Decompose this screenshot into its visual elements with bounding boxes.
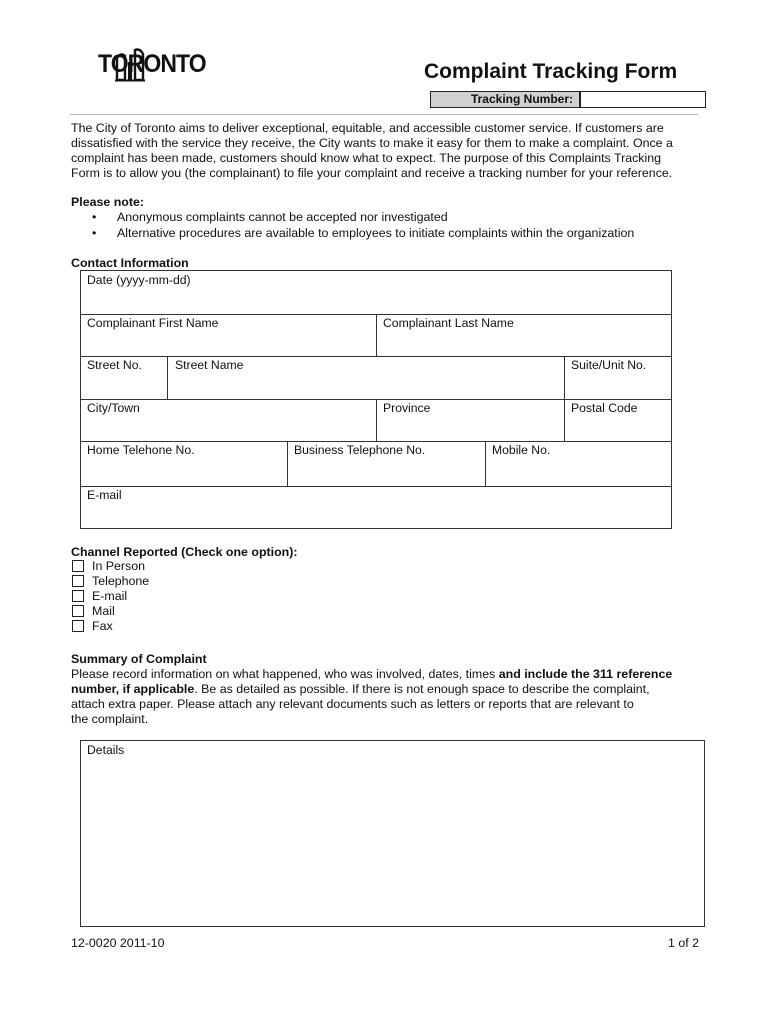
channel-heading: Channel Reported (Check one option): xyxy=(71,545,298,559)
please-note-heading: Please note: xyxy=(71,195,144,209)
fax-checkbox[interactable] xyxy=(72,620,84,632)
grid-row-divider xyxy=(81,356,671,357)
contact-info-heading: Contact Information xyxy=(71,256,189,270)
date-field[interactable]: Date (yyyy-mm-dd) xyxy=(87,273,191,287)
details-textarea[interactable] xyxy=(80,740,705,927)
in-person-checkbox[interactable] xyxy=(72,560,84,572)
grid-col-divider xyxy=(376,314,377,356)
channel-option-label: Mail xyxy=(92,604,115,618)
channel-option-label: Fax xyxy=(92,619,113,633)
home-phone-field[interactable]: Home Telehone No. xyxy=(87,443,195,457)
postal-code-field[interactable]: Postal Code xyxy=(571,401,638,415)
grid-col-divider xyxy=(376,399,377,441)
channel-option-label: Telephone xyxy=(92,574,150,588)
note-bullet: Alternative procedures are available to employees to initiate complaints within the organization xyxy=(117,226,635,240)
form-code: 12-0020 2011-10 xyxy=(71,936,165,950)
intro-line: Form is to allow you (the complainant) to file your complaint and receive a tracking number for your reference. xyxy=(71,166,673,180)
grid-col-divider xyxy=(287,441,288,486)
channel-option-label: E-mail xyxy=(92,589,128,603)
bullet-icon: • xyxy=(92,226,97,240)
summary-line: the complaint. xyxy=(71,712,149,726)
note-bullet: Anonymous complaints cannot be accepted nor investigated xyxy=(117,210,448,224)
city-town-field[interactable]: City/Town xyxy=(87,401,140,415)
grid-row-divider xyxy=(81,441,671,442)
page-number: 1 of 2 xyxy=(668,936,700,950)
last-name-field[interactable]: Complainant Last Name xyxy=(383,316,514,330)
tracking-number-label: Tracking Number: xyxy=(430,91,580,108)
summary-text: . Be as detailed as possible. If there is not enough space to describe the complaint, xyxy=(194,682,650,696)
intro-line: complaint has been made, customers should know what to expect. The purpose of this Complaints Tracking xyxy=(71,151,662,165)
intro-line: The City of Toronto aims to deliver exceptional, equitable, and accessible customer service. If customers are xyxy=(71,121,664,135)
summary-line xyxy=(71,667,701,682)
summary-text-bold: number, if applicable xyxy=(71,682,195,696)
telephone-checkbox[interactable] xyxy=(72,575,84,587)
summary-heading: Summary of Complaint xyxy=(71,652,207,666)
city-logo-wordmark: TORONTO xyxy=(98,50,206,78)
email-checkbox[interactable] xyxy=(72,590,84,602)
grid-row-divider xyxy=(81,486,671,487)
summary-text-bold: and include the 311 reference xyxy=(498,667,673,681)
email-field[interactable]: E-mail xyxy=(87,488,122,502)
summary-instructions xyxy=(71,667,701,727)
header-divider xyxy=(70,114,698,115)
intro-line: dissatisfied with the service they receive, the City wants to make it easy for them to make a complaint. Once a xyxy=(71,136,673,150)
mobile-phone-field[interactable]: Mobile No. xyxy=(492,443,551,457)
details-label: Details xyxy=(87,743,125,757)
summary-line: attach extra paper. Please attach any relevant documents such as letters or reports that are relevant to xyxy=(71,697,634,711)
grid-col-divider xyxy=(167,356,168,399)
summary-line xyxy=(71,682,701,697)
street-name-field[interactable]: Street Name xyxy=(175,358,244,372)
channel-option-label: In Person xyxy=(92,559,146,573)
summary-text: Please record information on what happened, who was involved, dates, times xyxy=(71,667,499,681)
first-name-field[interactable]: Complainant First Name xyxy=(87,316,219,330)
mail-checkbox[interactable] xyxy=(72,605,84,617)
street-number-field[interactable]: Street No. xyxy=(87,358,142,372)
bullet-icon: • xyxy=(92,210,97,224)
province-field[interactable]: Province xyxy=(383,401,431,415)
contact-info-grid xyxy=(80,270,672,529)
grid-col-divider xyxy=(485,441,486,486)
tracking-number-field[interactable] xyxy=(580,91,706,108)
page-title: Complaint Tracking Form xyxy=(424,60,678,83)
grid-col-divider xyxy=(564,356,565,441)
intro-paragraph xyxy=(71,121,701,181)
business-phone-field[interactable]: Business Telephone No. xyxy=(294,443,426,457)
suite-unit-field[interactable]: Suite/Unit No. xyxy=(571,358,647,372)
